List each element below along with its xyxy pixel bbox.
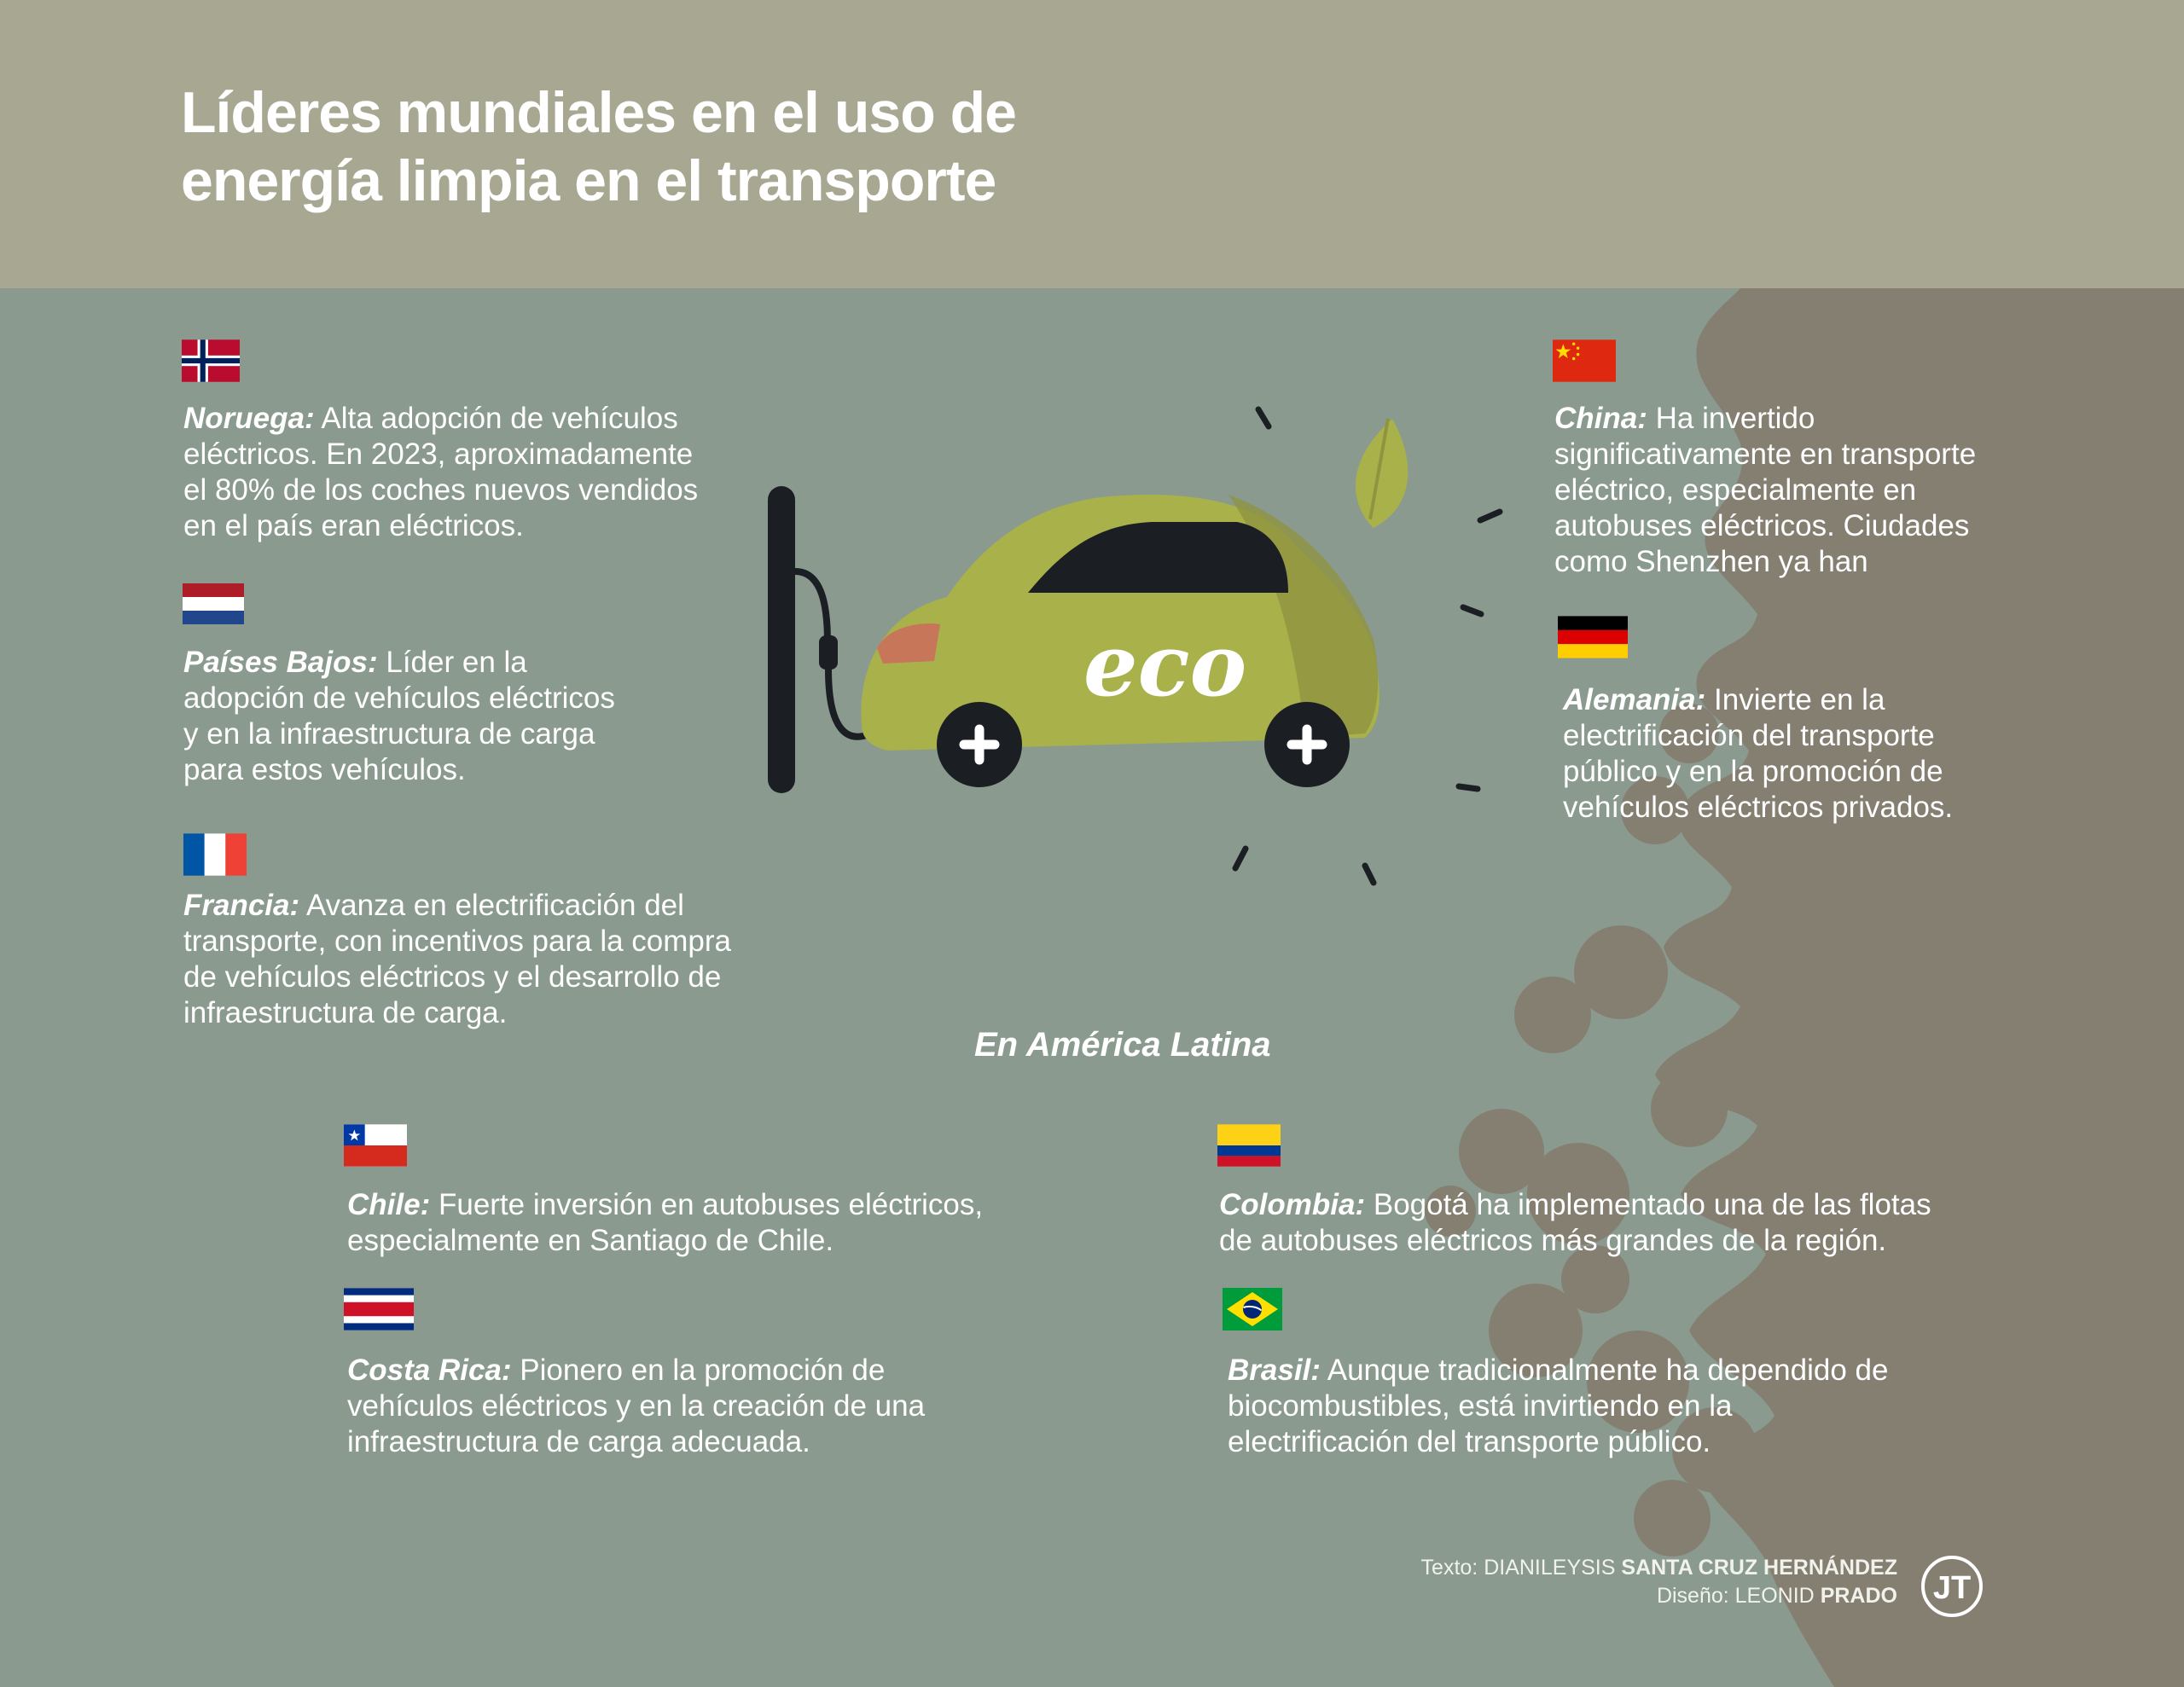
country-description: Líder en la adopción de vehículos eléctricos y en la infraestructura de carga para estos vehículos. bbox=[183, 646, 615, 786]
page-title bbox=[181, 78, 1016, 215]
country-name: Brasil: bbox=[1228, 1354, 1321, 1387]
france-flag-icon bbox=[183, 833, 247, 876]
svg-text:JT: JT bbox=[1932, 1570, 1972, 1606]
country-name: Países Bajos: bbox=[183, 646, 378, 679]
country-description: Pionero en la promoción de vehículos eléctricos y en la creación de una infraestructura de carga adecuada. bbox=[347, 1354, 926, 1458]
colombia-flag-icon bbox=[1217, 1124, 1281, 1167]
country-name: Alemania: bbox=[1563, 683, 1706, 716]
credit-design-line: Diseño: LEONID PRADO bbox=[1656, 1584, 1897, 1608]
latam-item-colombia bbox=[1219, 1187, 1931, 1259]
country-description: Alta adopción de vehículos eléctricos. En 2023, aproximadamente el 80% de los coches nuevos vendidos en el país eran eléctricos. bbox=[183, 402, 699, 542]
country-name: Costa Rica: bbox=[347, 1354, 512, 1387]
latam-item-chile bbox=[347, 1187, 983, 1259]
germany-flag-icon bbox=[1558, 616, 1628, 658]
latam-heading: En América Latina bbox=[974, 1026, 1271, 1064]
country-description: Aunque tradicionalmente ha dependido de biocombustibles, está invirtiendo en la electrificación del transporte público. bbox=[1228, 1354, 1889, 1458]
country-name: Chile: bbox=[347, 1188, 431, 1221]
china-flag-icon bbox=[1553, 339, 1616, 382]
leader-item-france bbox=[183, 888, 731, 1031]
country-name: Noruega: bbox=[183, 402, 315, 435]
country-description: Bogotá ha implementado una de las flotas de autobuses eléctricos más grandes de la región. bbox=[1219, 1188, 1931, 1257]
credit-text-line: Texto: DIANILEYSIS SANTA CRUZ HERNÁNDEZ bbox=[1420, 1556, 1897, 1580]
costa-rica-flag-icon bbox=[344, 1288, 414, 1330]
car-eco-label: eco bbox=[1083, 615, 1247, 716]
leader-item-germany bbox=[1563, 682, 1953, 826]
title-line-1: Líderes mundiales en el uso de bbox=[181, 80, 1016, 145]
country-description: Fuerte inversión en autobuses eléctricos, especialmente en Santiago de Chile. bbox=[347, 1188, 984, 1257]
country-name: Francia: bbox=[183, 889, 300, 922]
electric-car-charging-icon bbox=[751, 401, 1519, 896]
latam-item-brazil bbox=[1228, 1353, 1888, 1460]
leader-item-china bbox=[1554, 401, 1976, 580]
country-description: Invierte en la electrificación del transporte público y en la promoción de vehículos eléctricos privados. bbox=[1563, 683, 1954, 824]
country-name: China: bbox=[1554, 402, 1647, 435]
credits bbox=[1421, 1554, 1897, 1610]
jt-logo bbox=[1920, 1554, 1984, 1619]
norway-flag-icon bbox=[182, 339, 240, 382]
country-description: Avanza en electrificación del transporte, con incentivos para la compra de vehículos eléctricos y el desarrollo de infraestructura de carga. bbox=[183, 889, 731, 1029]
leader-item-norway bbox=[183, 401, 698, 544]
country-description: Ha invertido significativamente en transporte eléctrico, especialmente en autobuses eléctricos. Ciudades como Shenzhen ya han bbox=[1554, 402, 1977, 578]
chile-flag-icon bbox=[344, 1124, 407, 1167]
leader-item-netherlands bbox=[183, 645, 615, 788]
country-name: Colombia: bbox=[1219, 1188, 1366, 1221]
brazil-flag-icon bbox=[1223, 1288, 1282, 1330]
title-line-2: energía limpia en el transporte bbox=[181, 148, 996, 213]
netherlands-flag-icon bbox=[182, 583, 245, 624]
latam-item-costa-rica bbox=[347, 1353, 925, 1460]
